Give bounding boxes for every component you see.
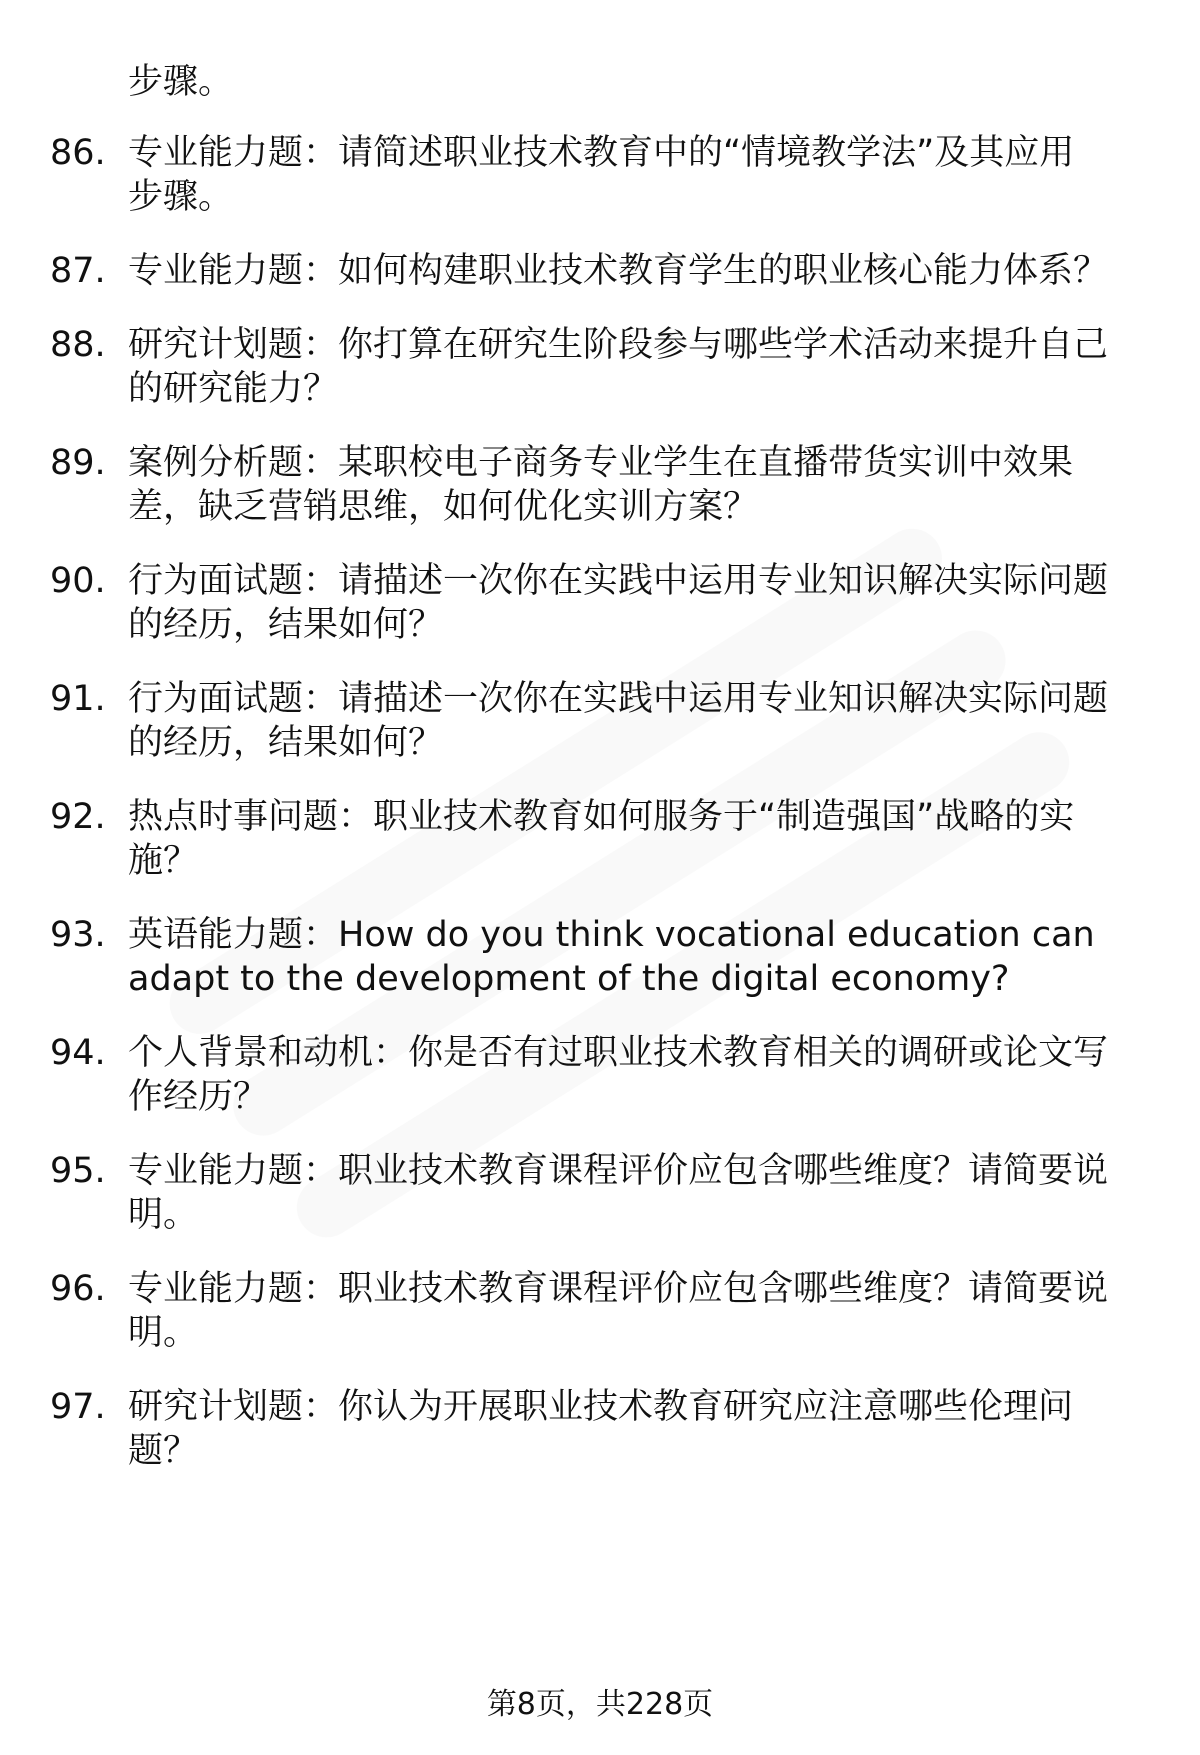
question-line: 英语能力题：How do you think vocational education can bbox=[128, 915, 1095, 955]
question-item bbox=[50, 1031, 1130, 1119]
question-line: 专业能力题：请简述职业技术教育中的“情境教学法”及其应用 bbox=[128, 133, 1075, 173]
question-text bbox=[128, 913, 1128, 1001]
question-number: 96. bbox=[50, 1269, 106, 1309]
question-number: 88. bbox=[50, 325, 106, 365]
question-item bbox=[50, 249, 1130, 293]
question-item bbox=[50, 131, 1130, 219]
question-text bbox=[128, 249, 1128, 293]
question-line: 作经历？ bbox=[128, 1077, 269, 1117]
question-line: adapt to the development of the digital economy? bbox=[128, 959, 1010, 999]
question-line: 专业能力题：职业技术教育课程评价应包含哪些维度？请简要说 bbox=[128, 1151, 1109, 1191]
question-line: 的经历，结果如何？ bbox=[128, 723, 444, 763]
question-item bbox=[50, 559, 1130, 647]
question-line: 题？ bbox=[128, 1431, 199, 1471]
question-item bbox=[50, 1385, 1130, 1473]
question-number: 93. bbox=[50, 915, 106, 955]
question-text bbox=[128, 131, 1128, 219]
question-line: 案例分析题：某职校电子商务专业学生在直播带货实训中效果 bbox=[128, 443, 1074, 483]
question-item bbox=[50, 795, 1130, 883]
question-line: 研究计划题：你认为开展职业技术教育研究应注意哪些伦理问 bbox=[128, 1387, 1074, 1427]
question-item bbox=[50, 677, 1130, 765]
question-line: 施？ bbox=[128, 841, 199, 881]
question-item bbox=[50, 323, 1130, 411]
question-line: 专业能力题：如何构建职业技术教育学生的职业核心能力体系？ bbox=[128, 251, 1109, 291]
question-item bbox=[50, 1267, 1130, 1355]
question-text bbox=[128, 441, 1128, 529]
continued-text: 步骤。 bbox=[128, 62, 234, 102]
question-line: 专业能力题：职业技术教育课程评价应包含哪些维度？请简要说 bbox=[128, 1269, 1109, 1309]
question-line: 的经历，结果如何？ bbox=[128, 605, 444, 645]
question-item bbox=[50, 913, 1130, 1001]
question-item bbox=[50, 1149, 1130, 1237]
question-line: 的研究能力？ bbox=[128, 369, 339, 409]
question-text bbox=[128, 559, 1128, 647]
question-text bbox=[128, 1385, 1128, 1473]
question-line: 行为面试题：请描述一次你在实践中运用专业知识解决实际问题 bbox=[128, 561, 1109, 601]
question-line: 行为面试题：请描述一次你在实践中运用专业知识解决实际问题 bbox=[128, 679, 1109, 719]
question-text bbox=[128, 1267, 1128, 1355]
question-text bbox=[128, 677, 1128, 765]
question-text bbox=[128, 1149, 1128, 1237]
question-number: 89. bbox=[50, 443, 106, 483]
question-number: 94. bbox=[50, 1033, 106, 1073]
question-line: 差，缺乏营销思维，如何优化实训方案？ bbox=[128, 487, 759, 527]
question-number: 95. bbox=[50, 1151, 106, 1191]
question-number: 90. bbox=[50, 561, 106, 601]
question-number: 92. bbox=[50, 797, 106, 837]
question-text bbox=[128, 1031, 1128, 1119]
question-item bbox=[50, 441, 1130, 529]
question-number: 97. bbox=[50, 1387, 106, 1427]
question-number: 91. bbox=[50, 679, 106, 719]
question-line: 研究计划题：你打算在研究生阶段参与哪些学术活动来提升自己 bbox=[128, 325, 1109, 365]
page-footer: 第8页，共228页 bbox=[486, 1687, 714, 1722]
question-text bbox=[128, 795, 1128, 883]
question-line: 明。 bbox=[128, 1313, 199, 1353]
question-line: 明。 bbox=[128, 1195, 199, 1235]
question-text bbox=[128, 323, 1128, 411]
question-line: 个人背景和动机：你是否有过职业技术教育相关的调研或论文写 bbox=[128, 1033, 1109, 1073]
question-line: 步骤。 bbox=[128, 177, 234, 217]
question-line: 热点时事问题：职业技术教育如何服务于“制造强国”战略的实 bbox=[128, 797, 1075, 837]
question-number: 87. bbox=[50, 251, 106, 291]
question-number: 86. bbox=[50, 133, 106, 173]
